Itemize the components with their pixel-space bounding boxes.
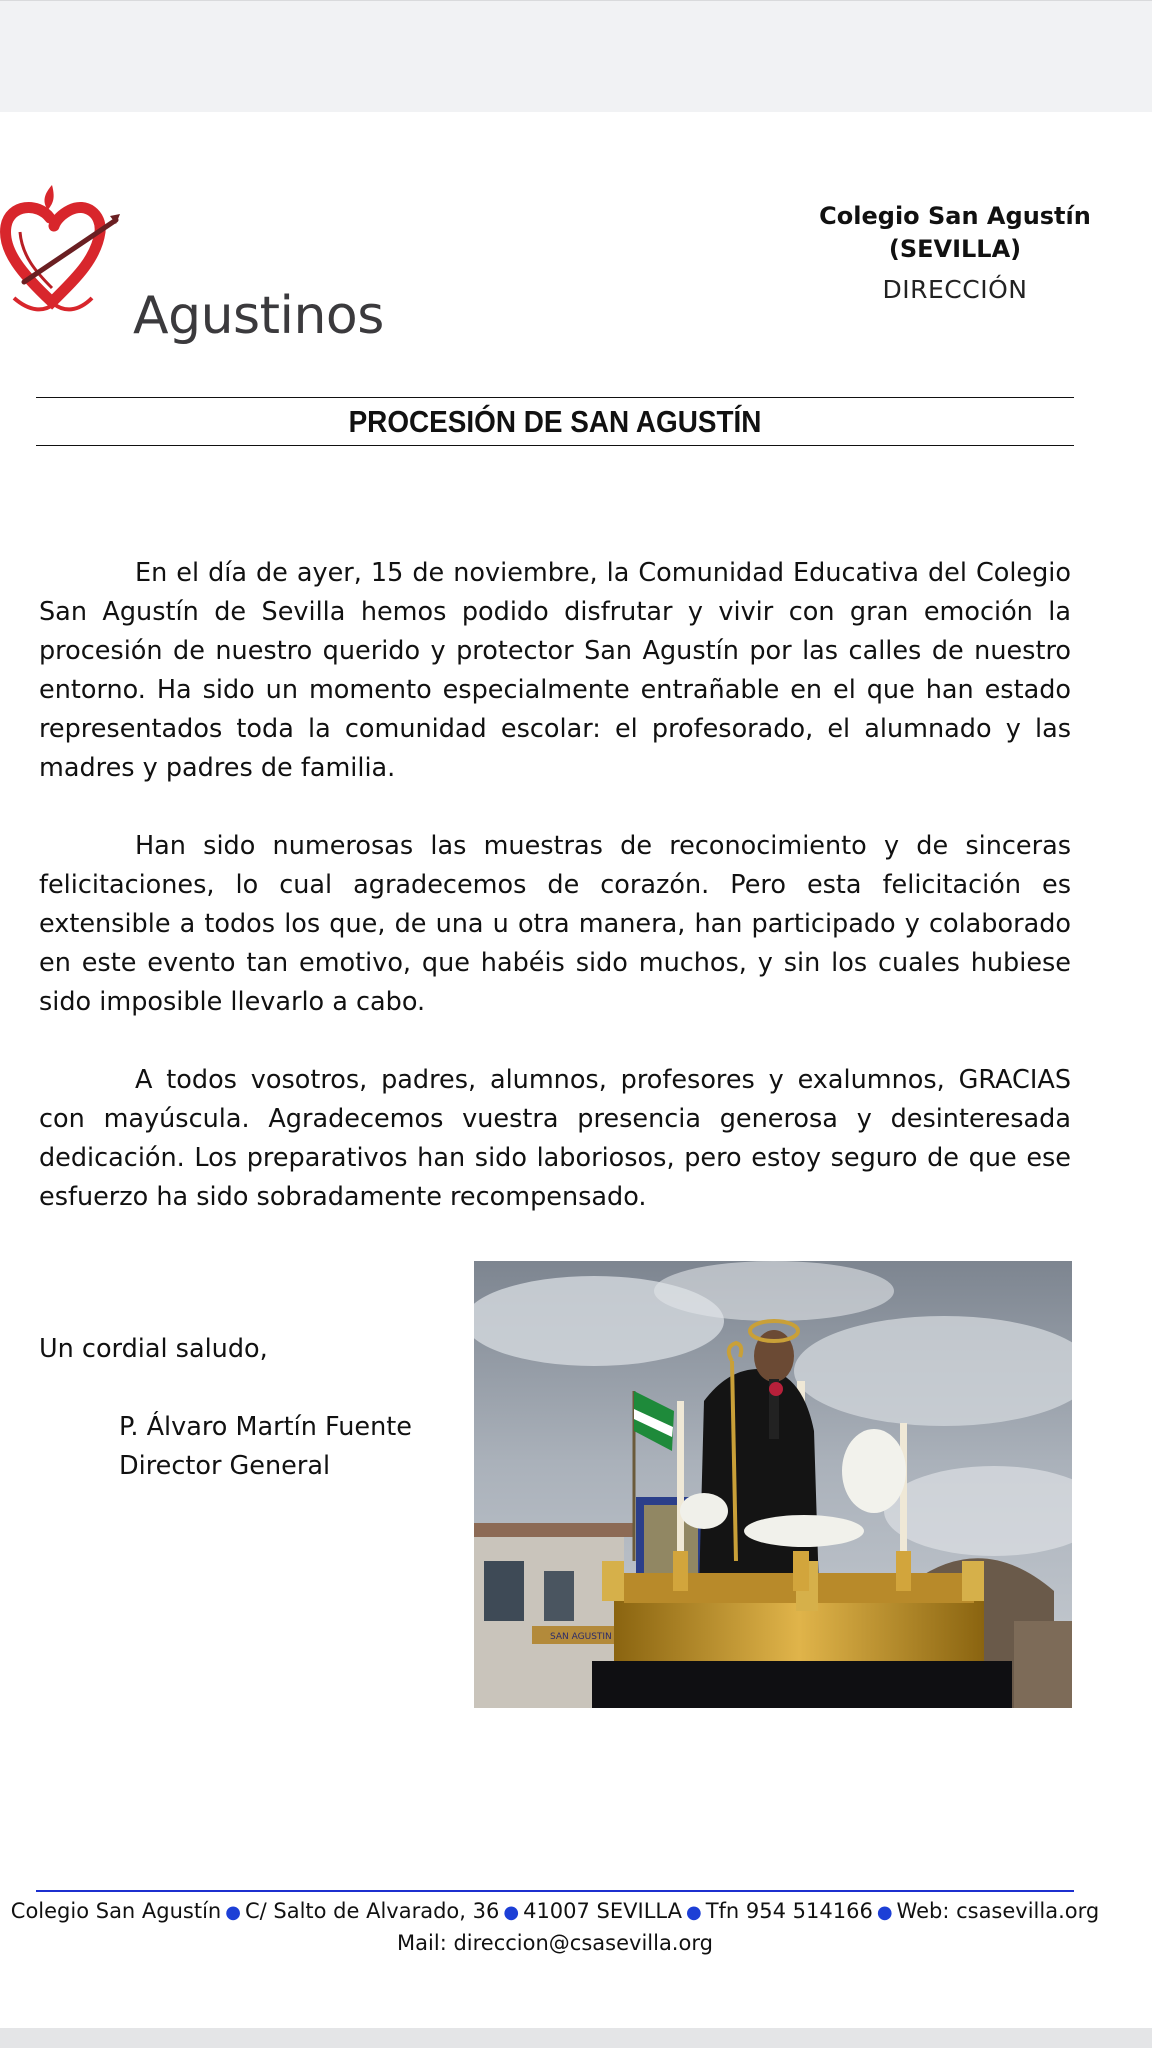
- heart-logo-icon: [0, 180, 130, 320]
- bullet-icon: ●: [503, 1902, 520, 1923]
- footer-rule: [36, 1890, 1074, 1892]
- document-title: PROCESIÓN DE SAN AGUSTÍN: [348, 404, 762, 439]
- school-city: (SEVILLA): [888, 235, 1022, 263]
- procession-photo: [474, 1261, 1072, 1708]
- footer-address: C/ Salto de Alvarado, 36: [244, 1899, 500, 1923]
- footer-postal: 41007 SEVILLA: [523, 1899, 682, 1923]
- bullet-icon: ●: [225, 1902, 241, 1923]
- signature-block: [119, 1408, 412, 1486]
- closing-salutation: Un cordial saludo,: [39, 1334, 268, 1364]
- footer-web[interactable]: Web: csasevilla.org: [896, 1899, 1100, 1923]
- footer-phone: Tfn 954 514166: [705, 1899, 873, 1923]
- paragraph-3: A todos vosotros, padres, alumnos, profesores y exalumnos, GRACIAS con mayúscula. Agradecemos vuestra presencia generosa y desinteresada dedicación. Los preparativos han sido laboriosos, pero estoy seguro de que ese esfuerzo ha sido sobradamente recompensado.: [39, 1065, 1071, 1212]
- title-rule-bottom: [36, 445, 1074, 446]
- photo-street-sign: SAN AGUSTIN: [550, 1632, 612, 1642]
- logo-wordmark: Agustinos: [133, 286, 384, 346]
- school-name: Colegio San Agustín: [819, 202, 1091, 230]
- signer-name: P. Álvaro Martín Fuente: [119, 1412, 412, 1442]
- viewer-bottom-bar: [0, 2028, 1152, 2048]
- agustinos-logo: [0, 180, 400, 346]
- page-footer: [0, 1896, 1110, 1959]
- department-label: DIRECCIÓN: [882, 275, 1028, 304]
- title-rule-top: [36, 397, 1074, 398]
- letter-body: [39, 554, 1071, 1256]
- school-header: [800, 200, 1110, 308]
- paragraph-2: Han sido numerosas las muestras de reconocimiento y de sinceras felicitaciones, lo cual agradecemos de corazón. Pero esta felicitación es extensible a todos los que, de una u otra manera, han participado y colaborado en este evento tan emotivo, que habéis sido muchos, y sin los cuales hubiese sido imposible llevarlo a cabo.: [39, 831, 1071, 1017]
- document-page: [0, 112, 1152, 2028]
- bullet-icon: ●: [876, 1902, 893, 1923]
- footer-contact-line: [0, 1896, 1110, 1928]
- viewer-top-bar: [0, 0, 1152, 113]
- footer-school: Colegio San Agustín: [10, 1899, 222, 1923]
- paragraph-1: En el día de ayer, 15 de noviembre, la Comunidad Educativa del Colegio San Agustín de Sevilla hemos podido disfrutar y vivir con gran emoción la procesión de nuestro querido y protector San Agustín por las calles de nuestro entorno. Ha sido un momento especialmente entrañable en el que han estado representados toda la comunidad escolar: el profesorado, el alumnado y las madres y padres de familia.: [39, 558, 1071, 783]
- signer-role: Director General: [119, 1451, 331, 1481]
- bullet-icon: ●: [685, 1902, 702, 1923]
- footer-mail[interactable]: Mail: direccion@csasevilla.org: [397, 1931, 713, 1955]
